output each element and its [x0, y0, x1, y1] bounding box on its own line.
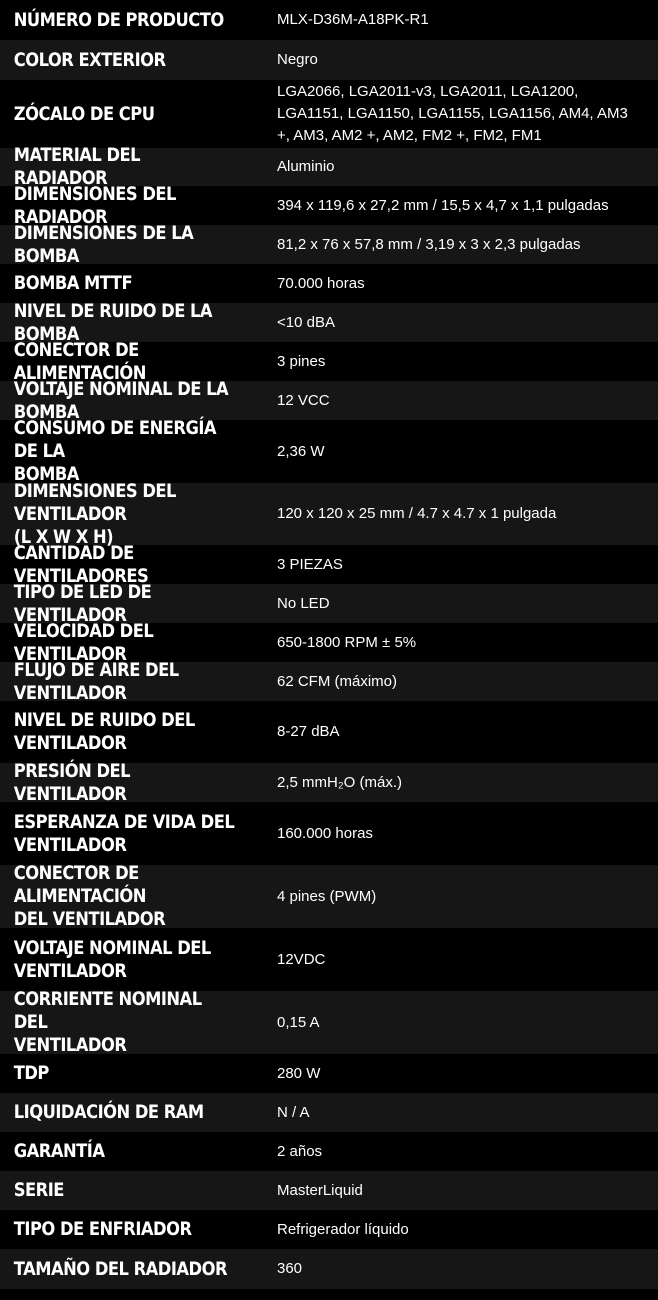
spec-value: 360	[277, 1260, 303, 1277]
spec-label: VELOCIDAD DEL VENTILADOR	[13, 619, 154, 665]
spec-value: 2,5 mmH₂O (máx.)	[277, 773, 402, 791]
spec-row-fan-power-connector	[0, 862, 658, 930]
spec-row-ram-clearance	[0, 1093, 658, 1132]
spec-label: TIPO DE ENFRIADOR	[13, 1218, 192, 1240]
spec-label: ESPERANZA DE VIDA DEL VENTILADOR	[13, 810, 235, 856]
spec-row-fan-speed	[0, 619, 658, 665]
spec-row-pump-power-consumption	[0, 417, 658, 485]
spec-value: <10 dBA	[277, 313, 335, 331]
spec-label: BOMBA MTTF	[13, 272, 133, 294]
spec-row-fan-dimensions	[0, 479, 658, 548]
spec-value: 394 x 119,6 x 27,2 mm / 15,5 x 4,7 x 1,1 pulgadas	[277, 196, 609, 214]
spec-label: MATERIAL DEL RADIADOR	[13, 144, 141, 189]
spec-label: CONSUMO DE ENERGÍA DE LA BOMBA	[13, 417, 217, 485]
spec-value: N / A	[277, 1103, 310, 1121]
spec-value: 12VDC	[277, 950, 326, 968]
spec-value: 160.000 horas	[277, 824, 373, 842]
spec-row-fan-rated-current	[0, 988, 658, 1056]
spec-label: CANTIDAD DE VENTILADORES	[13, 541, 149, 587]
spec-value: 650-1800 RPM ± 5%	[277, 633, 417, 651]
spec-value: 0,15 A	[277, 1013, 320, 1031]
spec-label: ZÓCALO DE CPU	[13, 102, 155, 125]
spec-row-fan-quantity	[0, 541, 658, 587]
spec-label: TIPO DE LED DE VENTILADOR	[13, 580, 152, 626]
spec-row-pump-rated-voltage	[0, 377, 658, 423]
spec-value: 70.000 horas	[277, 274, 365, 292]
spec-value: Refrigerador líquido	[277, 1220, 409, 1238]
spec-row-fan-pressure	[0, 759, 658, 805]
spec-value: Negro	[277, 51, 318, 68]
spec-row-fan-led-type	[0, 580, 658, 626]
spec-row-pump-mttf	[0, 264, 658, 303]
spec-label: GARANTÍA	[13, 1140, 105, 1162]
spec-row-radiator-dimensions	[0, 182, 658, 228]
spec-value: 81,2 x 76 x 57,8 mm / 3,19 x 3 x 2,3 pulgadas	[277, 235, 581, 253]
spec-row-pump-dimensions	[0, 221, 658, 267]
spec-label: NIVEL DE RUIDO DEL VENTILADOR	[13, 709, 195, 754]
spec-row-radiator-material	[0, 144, 658, 189]
spec-label: NÚMERO DE PRODUCTO	[13, 8, 224, 31]
spec-value: 280 W	[277, 1064, 321, 1082]
spec-label: FLUJO DE AIRE DEL VENTILADOR	[13, 658, 179, 704]
spec-label: CONECTOR DE ALIMENTACIÓN	[13, 338, 146, 384]
spec-value: Aluminio	[277, 158, 335, 175]
spec-label: PRESIÓN DEL VENTILADOR	[13, 759, 131, 805]
spec-row-fan-noise	[0, 701, 658, 763]
spec-row-power-connector	[0, 338, 658, 384]
spec-row-fan-airflow	[0, 658, 658, 704]
spec-row-product-number	[0, 0, 658, 40]
spec-value: 2,36 W	[277, 442, 325, 460]
spec-value: MasterLiquid	[277, 1181, 363, 1199]
spec-label: VOLTAJE NOMINAL DE LA BOMBA	[13, 377, 229, 423]
spec-value: 4 pines (PWM)	[277, 887, 377, 905]
spec-label: CORRIENTE NOMINAL DEL VENTILADOR	[13, 988, 202, 1056]
spec-row-radiator-size	[0, 1249, 658, 1289]
spec-row-warranty	[0, 1132, 658, 1171]
spec-label: DIMENSIONES DEL RADIADOR	[13, 182, 176, 228]
spec-label: NIVEL DE RUIDO DE LA BOMBA	[13, 299, 213, 345]
spec-value: 3 PIEZAS	[277, 555, 343, 573]
spec-value: MLX-D36M-A18PK-R1	[277, 11, 429, 28]
spec-label: VOLTAJE NOMINAL DEL VENTILADOR	[13, 936, 211, 982]
spec-value: 62 CFM (máximo)	[277, 672, 398, 690]
spec-label: CONECTOR DE ALIMENTACIÓN DEL VENTILADOR	[13, 862, 166, 930]
spec-row-series	[0, 1171, 658, 1210]
spec-label: SERIE	[13, 1179, 64, 1201]
spec-value: 120 x 120 x 25 mm / 4.7 x 4.7 x 1 pulgada	[277, 505, 557, 522]
spec-label: DIMENSIONES DEL VENTILADOR (L X W X H)	[13, 479, 176, 548]
spec-value: 2 años	[277, 1142, 323, 1160]
spec-value: 12 VCC	[277, 391, 330, 409]
spec-label: COLOR EXTERIOR	[13, 48, 166, 71]
spec-value: 3 pines	[277, 352, 326, 370]
spec-label: TDP	[13, 1062, 49, 1084]
spec-value: LGA2066, LGA2011-v3, LGA2011, LGA1200, LGA1151, LGA1150, LGA1155, LGA1156, AM4, AM3 +, AM3, AM2 +, AM2, FM2 +, FM2, FM1	[277, 83, 628, 144]
spec-row-pump-noise	[0, 299, 658, 345]
spec-row-cpu-socket	[0, 80, 658, 148]
spec-row-cooler-type	[0, 1210, 658, 1249]
spec-label: LIQUIDACIÓN DE RAM	[13, 1101, 204, 1123]
spec-row-exterior-color	[0, 40, 658, 80]
spec-value: No LED	[277, 594, 330, 612]
spec-row-fan-life-expectancy	[0, 802, 658, 865]
spec-value: 8-27 dBA	[277, 723, 340, 740]
spec-row-tdp	[0, 1054, 658, 1093]
spec-row-fan-rated-voltage	[0, 928, 658, 991]
spec-label: DIMENSIONES DE LA BOMBA	[13, 221, 194, 267]
spec-label: TAMAÑO DEL RADIADOR	[13, 1257, 228, 1280]
